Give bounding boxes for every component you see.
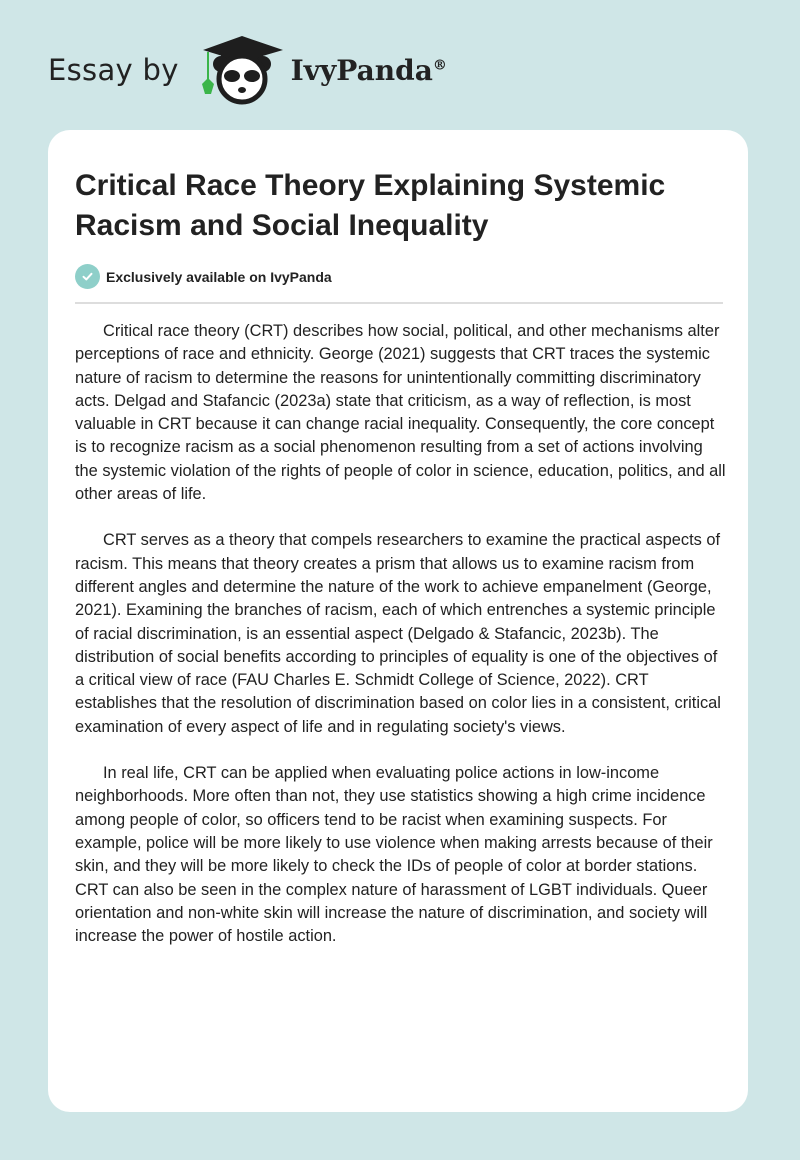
exclusive-badge <box>75 264 332 289</box>
check-icon <box>75 264 100 289</box>
badge-text: Exclusively available on IvyPanda <box>106 268 332 285</box>
brand-name <box>291 54 447 87</box>
essay-by-label: Essay by <box>48 53 179 87</box>
essay-title: Critical Race Theory Explaining Systemic Racism and Social Inequality <box>75 169 666 242</box>
divider <box>75 302 723 304</box>
site-header <box>48 34 447 106</box>
paragraph: Critical race theory (CRT) describes how social, political, and other mechanisms alter perceptions of race and ethnicity. George (2021) suggests that CRT traces the systemic nature of racism to determine the reasons for unintentionally committing discriminatory acts. Delgad and Stafancic (2023a) state that criticism, as a way of reflection, is most valuable in CRT because it can change racial inequality. Consequently, the core concept is to recognize racism as a social phenomenon resulting from a set of actions involving the systemic violation of the rights of people of color in science, education, politics, and all other areas of life. <box>75 322 726 504</box>
paragraph: In real life, CRT can be applied when evaluating police actions in low-income neighborhoods. More often than not, they use statistics showing a high crime incidence among people of color, so officers tend to be racist when examining suspects. For example, police will be more likely to use violence when making arrests because of their skin, and they will be more likely to check the IDs of people of color at border stations. CRT can also be seen in the complex nature of harassment of LGBT individuals. Queer orientation and non-white skin will increase the nature of discrimination, and society will increase the power of hostile action. <box>75 764 713 946</box>
essay-body <box>75 320 727 971</box>
brand-text: IvyPanda <box>290 53 433 87</box>
paragraph: CRT serves as a theory that compels researchers to examine the practical aspects of racism. This means that theory creates a prism that allows us to examine racism from different angles and determine the nature of the work to achieve empanelment (George, 2021). Examining the branches of racism, each of which entrenches a systemic principle of racial discrimination, is an essential aspect (Delgado & Stafancic, 2023b). The distribution of social benefits according to principles of equality is one of the objectives of a critical view of race (FAU Charles E. Schmidt College of Science, 2022). CRT establishes that the resolution of discrimination based on color lies in a consistent, critical examination of every aspect of life and in regulating society's views. <box>75 531 721 736</box>
registered-mark: ® <box>432 57 447 74</box>
essay-card <box>48 130 748 1112</box>
ivypanda-logo-icon[interactable] <box>199 34 285 106</box>
